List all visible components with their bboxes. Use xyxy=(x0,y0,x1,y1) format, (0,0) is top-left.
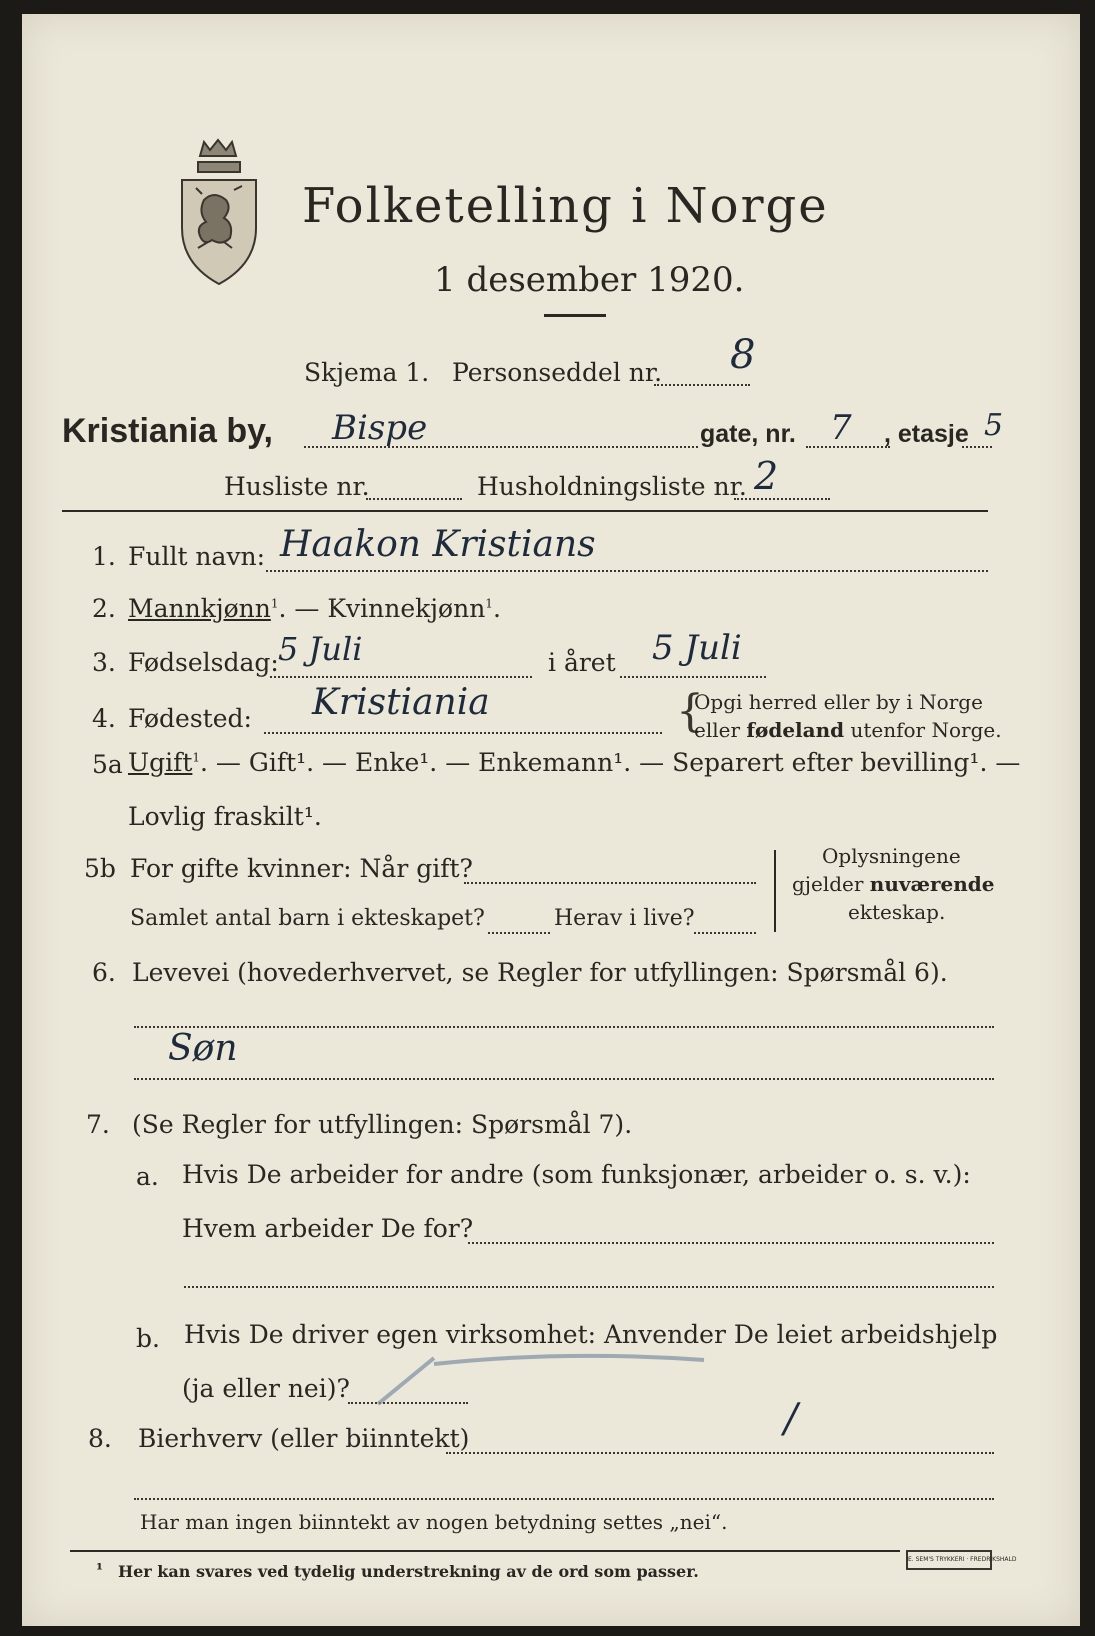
q6-number: 6. xyxy=(92,958,116,987)
q7b-text: Hvis De driver egen virksomhet: Anvender De leiet arbeidshjelp xyxy=(184,1320,998,1349)
birthday-value: 5 Juli xyxy=(278,630,363,668)
q6-label: Levevei (hovederhvervet, se Regler for utfyllingen: Spørsmål 6). xyxy=(132,958,948,987)
husliste-field[interactable] xyxy=(366,498,462,500)
printer-stamp: E. SEM'S TRYKKERI · FREDRIKSHALD xyxy=(906,1550,992,1570)
q8-label: Bierhverv (eller biinntekt) xyxy=(138,1424,470,1453)
marital-options: Ugift$^1$. — Gift¹. — Enke¹. — Enkemann¹. — Separert efter bevilling¹. — xyxy=(128,748,1021,777)
option-male[interactable]: Mannkjønn xyxy=(128,594,271,623)
birthplace-value: Kristiania xyxy=(312,682,490,723)
q7-number: 7. xyxy=(86,1110,110,1139)
q3-label: Fødselsdag: xyxy=(128,648,279,677)
marriage-note-2: gjelder nuværende xyxy=(792,872,995,896)
footnote-text: Her kan svares ved tydelig understrekning av de ord som passer. xyxy=(118,1562,699,1581)
q7a-letter: a. xyxy=(136,1162,159,1191)
occupation-field-2[interactable] xyxy=(134,1078,994,1080)
etasje-field[interactable] xyxy=(962,446,992,448)
hired-help-mark xyxy=(364,1344,724,1414)
house-nr-value: 7 xyxy=(830,408,852,448)
children-total-field[interactable] xyxy=(488,932,550,934)
marriage-note-1: Oplysningene xyxy=(822,844,961,868)
birth-year-field[interactable] xyxy=(620,676,766,678)
census-form xyxy=(22,14,1080,1626)
birth-year-label: i året xyxy=(548,648,616,677)
birthplace-note-2: eller fødeland utenfor Norge. xyxy=(694,718,1002,742)
q7b-question: (ja eller nei)? xyxy=(182,1374,350,1403)
street-value: Bispe xyxy=(332,408,428,448)
footnote-divider xyxy=(70,1550,900,1552)
children-alive-field[interactable] xyxy=(694,932,756,934)
title-divider xyxy=(544,314,606,317)
q2-number: 2. xyxy=(92,594,116,623)
note-bracket xyxy=(774,850,776,932)
q5a-number: 5a xyxy=(92,750,123,779)
q7-label: (Se Regler for utfyllingen: Spørsmål 7). xyxy=(132,1110,633,1139)
full-name-field[interactable] xyxy=(266,570,988,572)
form-title: Folketelling i Norge xyxy=(302,178,829,234)
q1-label: Fullt navn: xyxy=(128,542,266,571)
q7b-letter: b. xyxy=(136,1324,160,1353)
skjema-label: Skjema 1. xyxy=(304,358,430,387)
gate-nr-label: gate, nr. xyxy=(700,420,796,448)
q8-number: 8. xyxy=(88,1424,112,1453)
header-divider xyxy=(62,510,988,512)
side-income-note: Har man ingen biinntekt av nogen betydning settes „nei“. xyxy=(140,1510,728,1534)
birthplace-field[interactable] xyxy=(264,732,662,734)
q3-number: 3. xyxy=(92,648,116,677)
children-total-label: Samlet antal barn i ekteskapet? xyxy=(130,906,485,931)
q5b-number: 5b xyxy=(84,854,116,883)
coat-of-arms-icon xyxy=(174,136,264,288)
married-when-label: For gifte kvinner: Når gift? xyxy=(130,854,473,883)
side-income-value: / xyxy=(784,1396,798,1442)
brace-left: { xyxy=(676,686,704,737)
q4-number: 4. xyxy=(92,704,116,733)
q1-number: 1. xyxy=(92,542,116,571)
husholdning-field[interactable] xyxy=(734,498,830,500)
census-date: 1 desember 1920. xyxy=(434,260,745,300)
footnote-marker: ¹ xyxy=(96,1560,104,1579)
q7a-question: Hvem arbeider De for? xyxy=(182,1214,474,1243)
husholdning-value: 2 xyxy=(754,454,779,498)
personseddel-value: 8 xyxy=(730,332,756,378)
full-name-value: Haakon Kristians xyxy=(280,524,596,565)
husholdning-label: Husholdningsliste nr. xyxy=(477,472,747,501)
married-when-field[interactable] xyxy=(464,882,756,884)
birth-year-value: 5 Juli xyxy=(652,628,742,668)
city-label: Kristiania by, xyxy=(62,412,273,450)
marriage-note-3: ekteskap. xyxy=(848,900,946,924)
husliste-label: Husliste nr. xyxy=(224,472,370,501)
birthplace-note-1: Opgi herred eller by i Norge xyxy=(694,690,983,714)
employer-field-1[interactable] xyxy=(468,1242,994,1244)
side-income-field-1[interactable] xyxy=(446,1452,994,1454)
personseddel-field[interactable] xyxy=(654,384,750,386)
etasje-label: , etasje xyxy=(884,420,969,448)
q7a-text: Hvis De arbeider for andre (som funksjonær, arbeider o. s. v.): xyxy=(182,1160,971,1189)
q4-label: Fødested: xyxy=(128,704,252,733)
employer-field-2[interactable] xyxy=(184,1286,994,1288)
etasje-value: 5 xyxy=(984,408,1004,443)
personseddel-label: Personseddel nr. xyxy=(452,358,663,387)
option-ugift[interactable]: Ugift xyxy=(128,748,193,777)
birthday-field[interactable] xyxy=(270,676,532,678)
occupation-field-1[interactable] xyxy=(134,1026,994,1028)
side-income-field-2[interactable] xyxy=(134,1498,994,1500)
option-female[interactable]: Kvinnekjønn xyxy=(327,594,486,623)
option-lovlig-fraskilt[interactable]: Lovlig fraskilt¹. xyxy=(128,802,322,831)
children-alive-label: Herav i live? xyxy=(554,906,695,931)
occupation-value: Søn xyxy=(168,1028,238,1069)
sex-options: Mannkjønn$^1$. — Kvinnekjønn$^1$. xyxy=(128,594,501,623)
